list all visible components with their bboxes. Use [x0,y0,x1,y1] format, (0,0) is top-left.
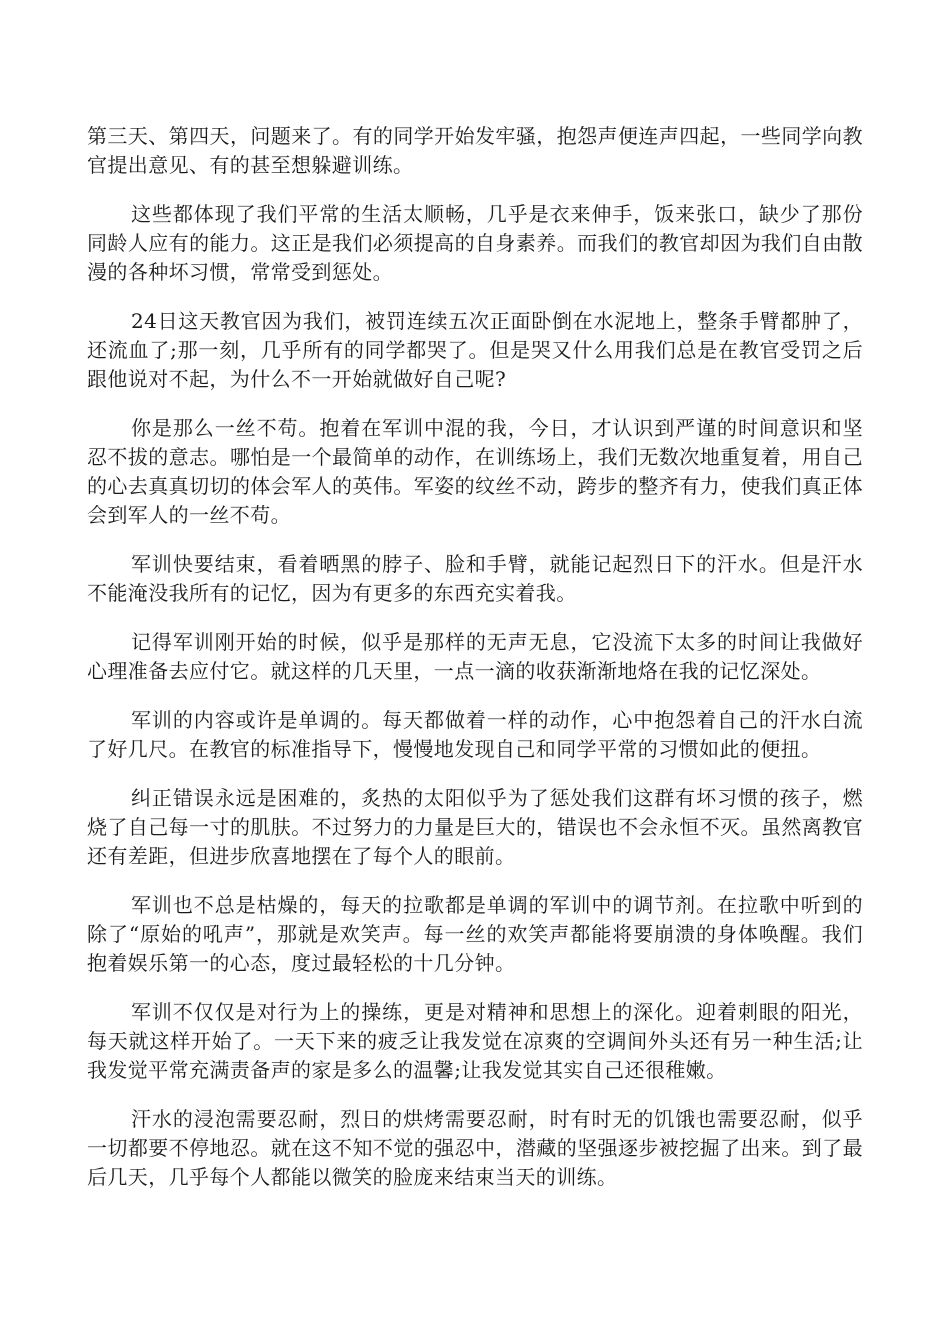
paragraph: 纠正错误永远是困难的，炙热的太阳似乎为了惩处我们这群有坏习惯的孩子，燃烧了自己每一寸的肌肤。不过努力的力量是巨大的，错误也不会永恒不灭。虽然离教官还有差距，但进步欣喜地摆在了每个人的眼前。 [87,786,863,868]
paragraph: 第三天、第四天，问题来了。有的同学开始发牢骚，抱怨声便连声四起，一些同学向教官提出意见、有的甚至想躲避训练。 [87,124,863,177]
paragraph: 24日这天教官因为我们，被罚连续五次正面卧倒在水泥地上，整条手臂都肿了，还流血了;那一刻，几乎所有的同学都哭了。但是哭又什么用我们总是在教官受罚之后跟他说对不起，为什么不一开始就做好自己呢? [87,309,863,391]
paragraph: 军训的内容或许是单调的。每天都做着一样的动作，心中抱怨着自己的汗水白流了好几尺。在教官的标准指导下，慢慢地发现自己和同学平常的习惯如此的便扭。 [87,708,863,761]
paragraph: 你是那么一丝不苟。抱着在军训中混的我，今日，才认识到严谨的时间意识和坚忍不拔的意志。哪怕是一个最简单的动作，在训练场上，我们无数次地重复着，用自己的心去真真切切的体会军人的英伟。军姿的纹丝不动，跨步的整齐有力，使我们真正体会到军人的一丝不苟。 [87,416,863,527]
paragraph: 这些都体现了我们平常的生活太顺畅，几乎是衣来伸手，饭来张口，缺少了那份同龄人应有的能力。这正是我们必须提高的自身素养。而我们的教官却因为我们自由散漫的各种坏习惯，常常受到惩处。 [87,202,863,284]
paragraph: 军训快要结束，看着晒黑的脖子、脸和手臂，就能记起烈日下的汗水。但是汗水不能淹没我所有的记忆，因为有更多的东西充实着我。 [87,552,863,605]
paragraph: 汗水的浸泡需要忍耐，烈日的烘烤需要忍耐，时有时无的饥饿也需要忍耐，似乎一切都要不停地忍。就在这不知不觉的强忍中，潜藏的坚强逐步被挖掘了出来。到了最后几天，几乎每个人都能以微笑的脸庞来结束当天的训练。 [87,1107,863,1189]
paragraph: 军训也不总是枯燥的，每天的拉歌都是单调的军训中的调节剂。在拉歌中听到的除了“原始的吼声”，那就是欢笑声。每一丝的欢笑声都能将要崩溃的身体唤醒。我们抱着娱乐第一的心态，度过最轻松的十几分钟。 [87,893,863,975]
document-body [87,122,863,1212]
paragraph: 军训不仅仅是对行为上的操练，更是对精神和思想上的深化。迎着刺眼的阳光，每天就这样开始了。一天下来的疲乏让我发觉在凉爽的空调间外头还有另一种生活;让我发觉平常充满责备声的家是多么的温馨;让我发觉其实自己还很稚嫩。 [87,1000,863,1082]
paragraph: 记得军训刚开始的时候，似乎是那样的无声无息，它没流下太多的时间让我做好心理准备去应付它。就这样的几天里，一点一滴的收获渐渐地烙在我的记忆深处。 [87,630,863,683]
